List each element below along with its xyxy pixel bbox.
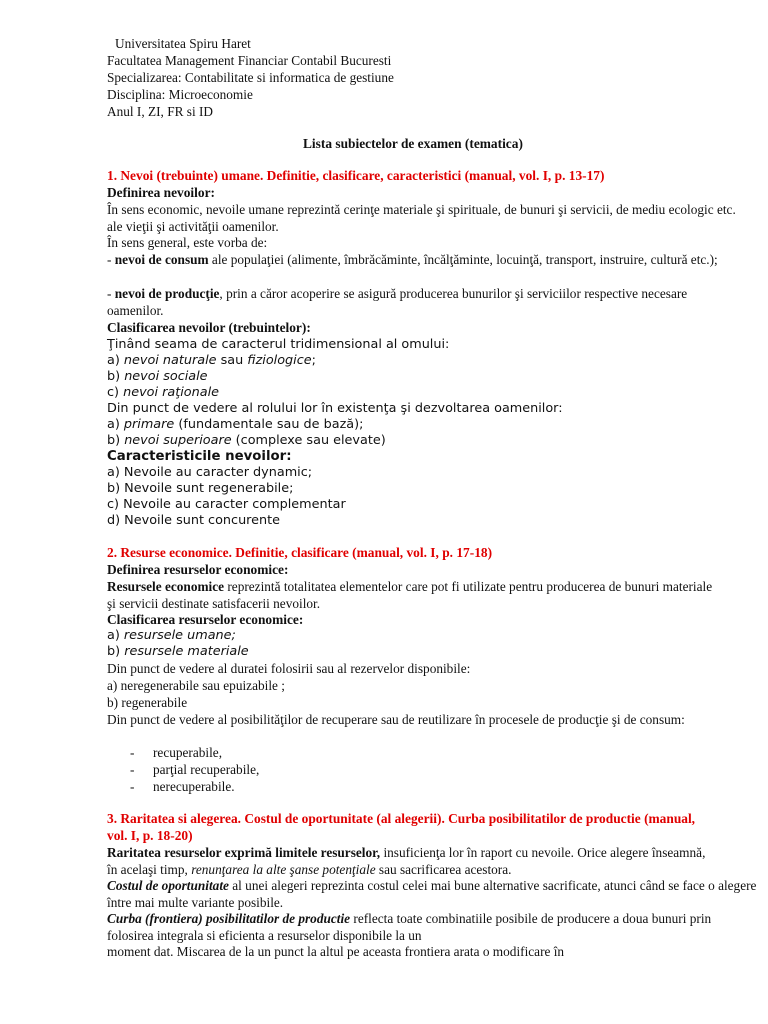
section-3-opportunity-cost: Costul de oportunitate al unei alegeri reprezinta costul celei mai bune alternative sacrificate, atunci când se face o alegere între mai multe variante posibile. [107,878,757,910]
section-2-class-b: b) resursele materiale [107,644,249,659]
section-2-definition-text: Resursele economice reprezintă totalitatea elementelor care pot fi utilizate pentru producerea de bunuri materiale şi servicii destinate satisfacerii nevoilor. [107,579,713,611]
characteristic-item: a) Nevoile au caracter dynamic; [107,465,313,480]
section-1-class-c: c) nevoi raţionale [107,385,220,400]
section-2-class-a: a) resursele umane; [107,628,236,643]
characteristic-item: d) Nevoile sunt concurente [107,513,281,528]
section-1-class-b: b) nevoi sociale [107,369,208,384]
section-1-consum-need: - nevoi de consum ale populaţiei (alimente, îmbrăcăminte, încălţăminte, locuinţă, transport, instruire, cultură etc.); [107,252,718,267]
section-2-heading: 2. Resurse economice. Definitie, clasificare (manual, vol. I, p. 17-18) [107,545,493,560]
recovery-list-item: - parţial recuperabile, [130,762,260,777]
section-1-role-intro: Din punct de vedere al rolului lor în existenţa şi dezvoltarea oamenilor: [107,401,563,416]
recovery-list-item: - nerecuperabile. [130,779,235,794]
section-1-classification-heading: Clasificarea nevoilor (trebuintelor): [107,320,311,335]
discipline: Disciplina: Microeconomie [107,87,253,102]
section-1-definition-heading: Definirea nevoilor: [107,185,215,200]
section-2-classification-heading: Clasificarea resurselor economice: [107,612,304,627]
section-2-duration-intro: Din punct de vedere al duratei folosirii sau al rezervelor disponibile: [107,661,471,676]
section-2-renewable: b) regenerabile [107,695,188,710]
section-1-general: În sens general, este vorba de: [107,235,268,250]
specialization: Specializarea: Contabilitate si informatica de gestiune [107,70,394,85]
section-3-rarity-text: Raritatea resurselor exprimă limitele resurselor, insuficienţa lor în raport cu nevoile. Orice alegere înseamnă, în acelaşi timp, renunţarea la alte şanse potenţiale sau sacrificarea acestora. [107,845,706,877]
section-3-heading: 3. Raritatea si alegerea. Costul de oportunitate (al alegerii). Curba posibilitatilor de productie (manual, vol. I, p. 18-20) [107,811,696,843]
section-1-role-a: a) primare (fundamentale sau de bază); [107,417,364,432]
section-1-definition-text: În sens economic, nevoile umane reprezintă cerinţe materiale şi spirituale, de bunuri şi servicii, de mediu ecologic etc. ale vieţii şi activităţii oamenilor. [107,202,736,234]
section-2-recovery-intro: Din punct de vedere al posibilităţilor de recuperare sau de reutilizare în procesele de producţie şi de consum: [107,712,685,727]
recovery-list-item: - recuperabile, [130,745,223,760]
faculty-name: Facultatea Management Financiar Contabil Bucuresti [107,53,392,68]
section-1-production-need: - nevoi de producţie, prin a căror acoperire se asigură producerea bunurilor şi serviciilor respective necesare oamenilor. [107,286,688,318]
study-year: Anul I, ZI, FR si ID [107,104,214,119]
section-1-classification-intro: Ţinând seama de caracterul tridimensional al omului: [107,337,450,352]
university-name: Universitatea Spiru Haret [115,36,251,51]
characteristic-item: b) Nevoile sunt regenerabile; [107,481,294,496]
section-2-definition-heading: Definirea resurselor economice: [107,562,289,577]
section-1-heading: 1. Nevoi (trebuinte) umane. Definitie, clasificare, caracteristici (manual, vol. I, p. 13-17) [107,168,605,183]
characteristic-item: c) Nevoile au caracter complementar [107,497,346,512]
section-1-role-b: b) nevoi superioare (complexe sau elevate) [107,433,386,448]
section-3-ppf-curve: Curba (frontiera) posibilitatilor de productie reflecta toate combinatiile posibile de producere a doua bunuri prin folosirea integrala si eficienta a resurselor disponibile la un [107,911,712,943]
section-3-last-line: moment dat. Miscarea de la un punct la altul pe aceasta frontiera arata o modificare în [107,944,565,959]
section-2-nonrenewable: a) neregenerabile sau epuizabile ; [107,678,285,693]
document-title: Lista subiectelor de examen (tematica) [303,136,523,151]
section-1-class-a: a) nevoi naturale sau fiziologice; [107,353,316,368]
section-1-characteristics-heading: Caracteristicile nevoilor: [107,449,292,464]
